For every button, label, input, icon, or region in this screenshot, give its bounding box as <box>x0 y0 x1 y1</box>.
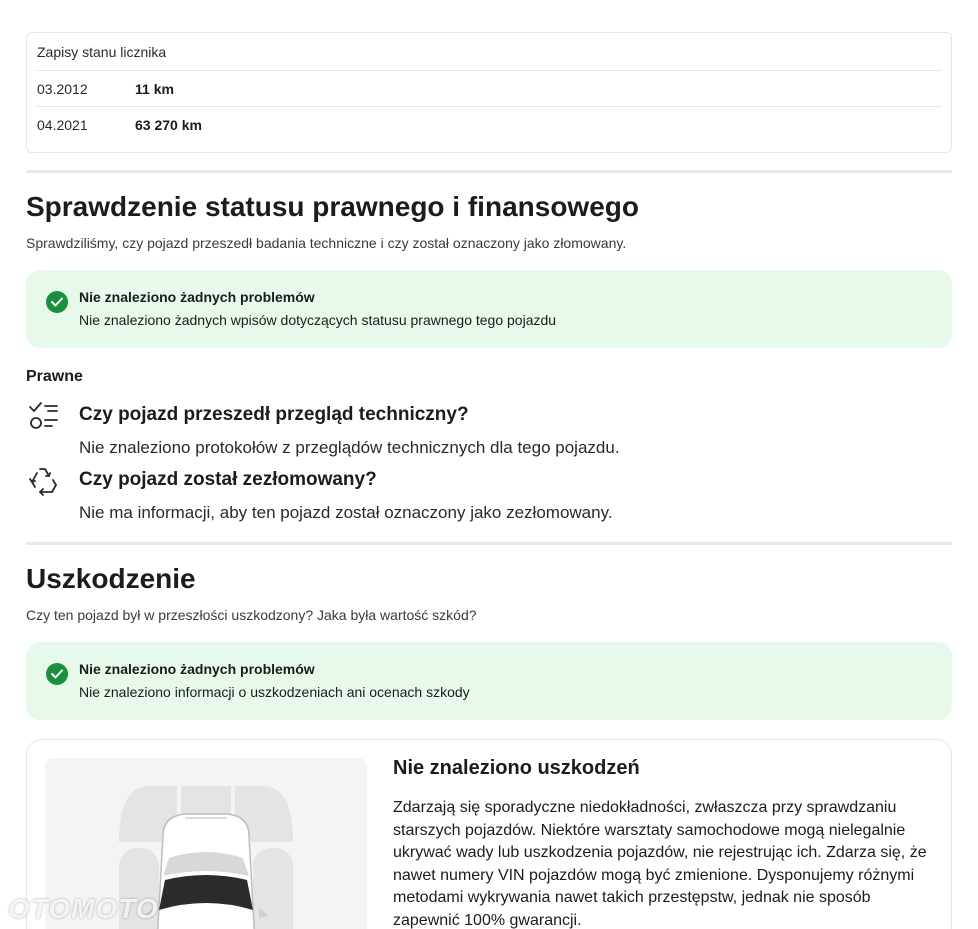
damage-section-title: Uszkodzenie <box>26 563 196 594</box>
check-circle-icon <box>46 663 68 685</box>
inspection-answer: Nie znaleziono protokołów z przeglądów technicznych dla tego pojazdu. <box>79 438 620 457</box>
section-divider <box>26 542 952 545</box>
odometer-row <box>36 106 942 142</box>
watermark-logo: OTOMOTO <box>8 893 159 924</box>
odometer-row <box>36 70 942 106</box>
odometer-card <box>26 32 952 153</box>
odometer-value: 11 km <box>135 81 174 97</box>
odometer-date: 04.2021 <box>37 117 88 133</box>
checklist-icon <box>28 400 60 437</box>
legal-group-label: Prawne <box>26 368 83 385</box>
recycle-icon <box>28 465 60 502</box>
section-divider <box>26 170 952 173</box>
damage-card <box>26 739 952 929</box>
odometer-date: 03.2012 <box>37 81 88 97</box>
damage-status-box <box>26 642 952 720</box>
legal-status-text: Nie znaleziono żadnych wpisów dotyczących statusu prawnego tego pojazdu <box>79 312 557 328</box>
scrapped-answer: Nie ma informacji, aby ten pojazd został oznaczony jako zezłomowany. <box>79 503 613 522</box>
damage-card-title: Nie znaleziono uszkodzeń <box>393 757 640 779</box>
damage-status-heading: Nie znaleziono żadnych problemów <box>79 661 315 677</box>
odometer-value: 63 270 km <box>135 117 202 133</box>
damage-status-text: Nie znaleziono informacji o uszkodzeniach ani ocenach szkody <box>79 684 470 700</box>
inspection-question: Czy pojazd przeszedł przegląd techniczny? <box>79 404 469 425</box>
odometer-title: Zapisy stanu licznika <box>37 44 167 60</box>
legal-section-title: Sprawdzenie statusu prawnego i finansowego <box>26 191 639 222</box>
legal-status-heading: Nie znaleziono żadnych problemów <box>79 289 315 305</box>
scrapped-question: Czy pojazd został zezłomowany? <box>79 469 377 490</box>
check-circle-icon <box>46 291 68 313</box>
legal-status-box <box>26 270 952 348</box>
damage-section-subtitle: Czy ten pojazd był w przeszłości uszkodzony? Jaka była wartość szkód? <box>26 607 477 623</box>
damage-card-text: Zdarzają się sporadyczne niedokładności, zwłaszcza przy sprawdzaniu starszych pojazdów. Niektóre warsztaty samochodowe mogą nielegalnie ukrywać wady lub uszkodzenia pojazdów, nie rejestrując ich. Zdarza się, że nawet numery VIN pojazdów mogą być zmienione. Dysponujemy różnymi metodami wykrywania nawet takich przestępstw, jednak nie sposób zapewnić 100% gwarancji. <box>393 799 927 929</box>
legal-section-subtitle: Sprawdziliśmy, czy pojazd przeszedł badania techniczne i czy został oznaczony jako złomowany. <box>26 235 627 251</box>
